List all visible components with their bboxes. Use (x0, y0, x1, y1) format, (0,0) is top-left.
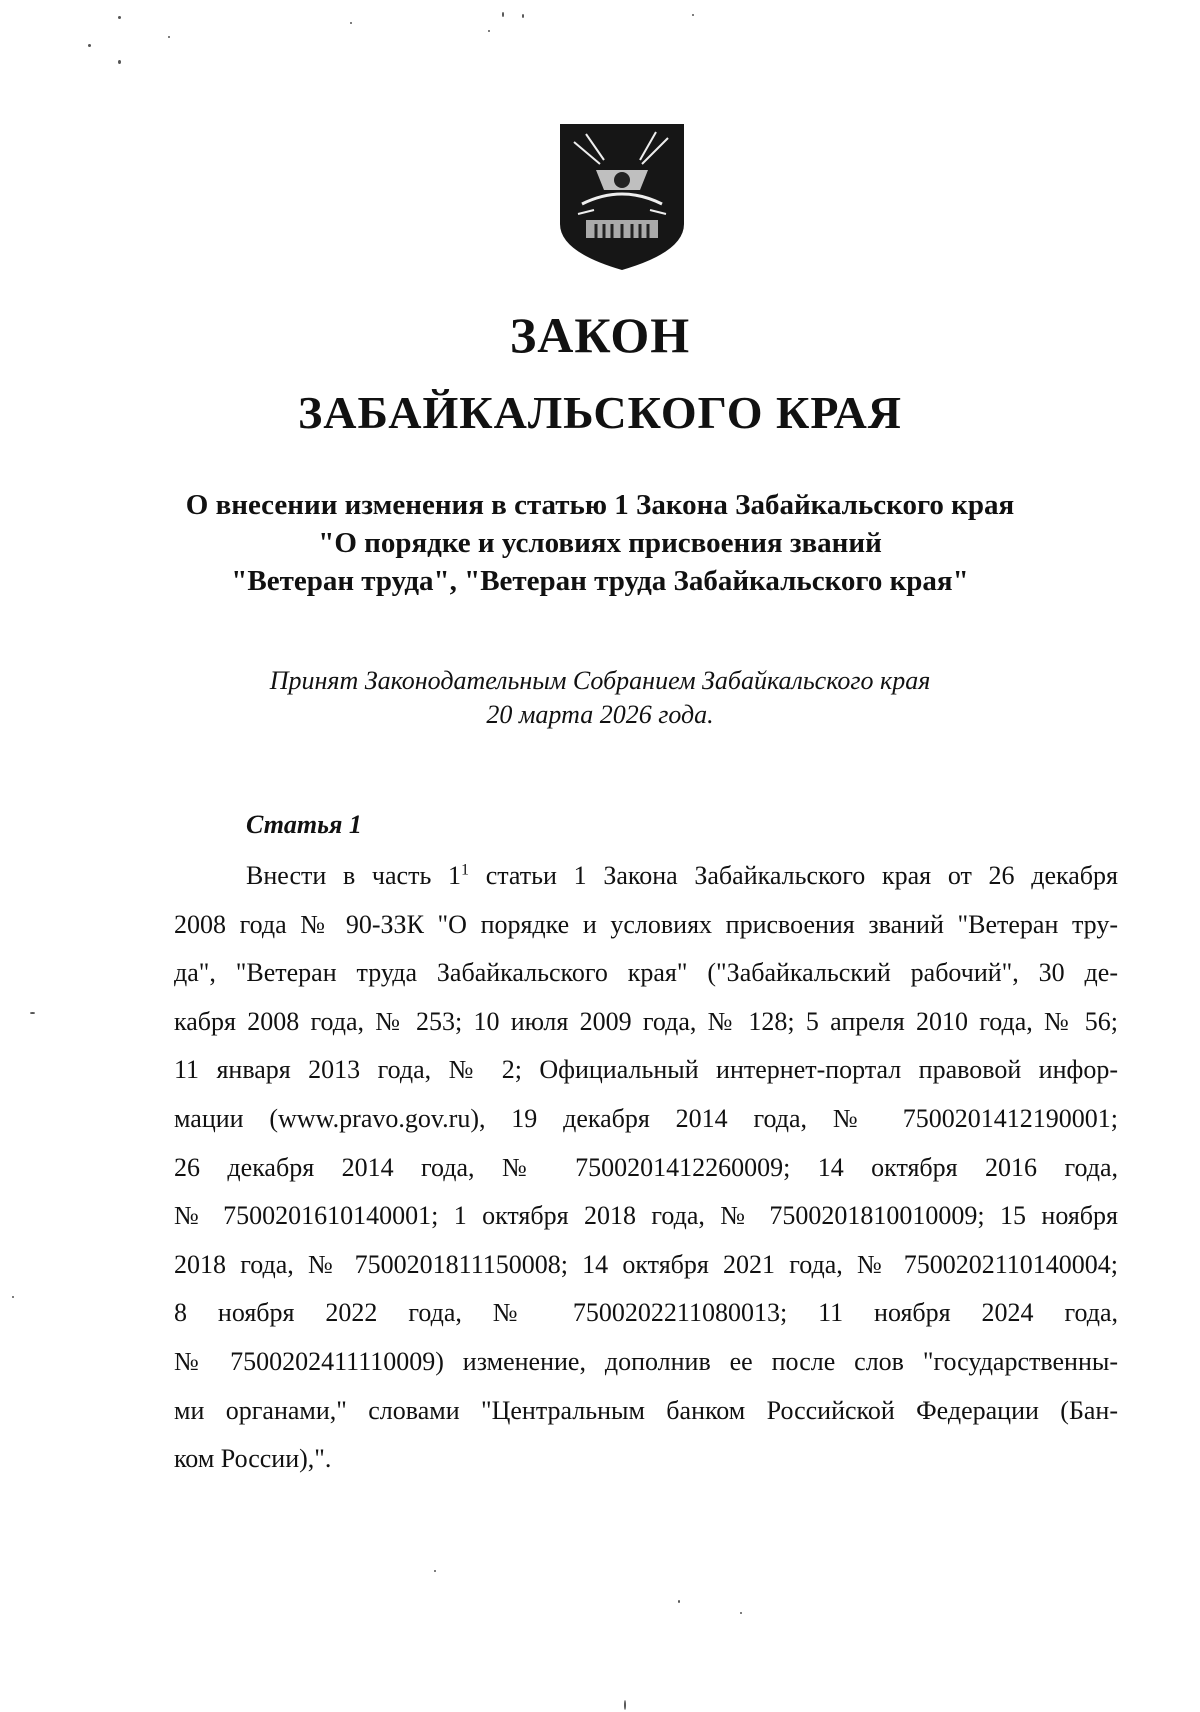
body-line: да", "Ветеран труда Забайкальского края" ("Забайкальский рабочий", 30 де- (174, 958, 1118, 988)
body-line: ми органами," словами "Центральным банком Российской Федерации (Бан- (174, 1395, 1118, 1425)
subject-line: "О порядке и условиях присвоения званий (318, 527, 882, 559)
scan-speck (624, 1700, 626, 1710)
body-line: 2008 года № 90-ЗЗК "О порядке и условиях присвоения званий "Ветеран тру- (174, 909, 1118, 939)
scan-speck (502, 12, 504, 17)
adoption-note (120, 664, 1080, 732)
page-title: ЗАКОН (509, 307, 691, 363)
body-line (174, 852, 1118, 901)
scan-speck (488, 30, 490, 32)
body-line: 2018 года, № 7500201811150008; 14 октября 2021 года, № 7500202110140004; (174, 1249, 1118, 1279)
body-line: мации (www.pravo.gov.ru), 19 декабря 2014 года, № 7500201412190001; (174, 1103, 1118, 1133)
article-body (174, 852, 1118, 1484)
scan-speck (522, 14, 524, 18)
body-line: № 7500201610140001; 1 октября 2018 года, № 7500201810010009; 15 ноября (174, 1201, 1118, 1231)
article-heading: Статья 1 (246, 810, 362, 839)
scan-speck (12, 1296, 14, 1298)
body-line: 11 января 2013 года, № 2; Официальный интернет-портал правовой инфор- (174, 1055, 1118, 1085)
body-text-fragment: статьи 1 Закона Забайкальского края от 26 декабря (469, 861, 1118, 890)
body-line: 8 ноября 2022 года, № 7500202211080013; 11 ноября 2024 года, (174, 1298, 1118, 1328)
body-text-fragment: Внести в часть 1 (246, 861, 462, 890)
scan-speck (740, 1612, 742, 1614)
scan-speck (118, 16, 121, 19)
scan-speck (678, 1600, 680, 1603)
body-line: 26 декабря 2014 года, № 7500201412260009; 14 октября 2016 года, (174, 1152, 1118, 1182)
superscript: 1 (461, 861, 470, 879)
body-line: кабря 2008 года, № 253; 10 июля 2009 года, № 128; 5 апреля 2010 года, № 56; (174, 1006, 1118, 1036)
scan-speck (692, 14, 694, 16)
scan-speck (168, 36, 170, 38)
adoption-line: Принят Законодательным Собранием Забайкальского края (269, 666, 931, 695)
subject-line: О внесении изменения в статью 1 Закона Забайкальского края (185, 489, 1015, 521)
law-subject (120, 486, 1080, 600)
page-subtitle: ЗАБАЙКАЛЬСКОГО КРАЯ (297, 387, 903, 438)
adoption-date: 20 марта 2026 года. (486, 700, 714, 729)
scan-speck (434, 1570, 436, 1572)
scan-speck (118, 60, 121, 64)
scan-speck (350, 22, 352, 24)
body-line: ком России),". (174, 1444, 332, 1474)
coat-of-arms-icon (556, 120, 688, 272)
body-line: № 7500202411110009) изменение, дополнив ее после слов "государственны- (174, 1346, 1118, 1376)
subject-line: "Ветеран труда", "Ветеран труда Забайкальского края" (231, 565, 969, 597)
scan-speck (30, 1012, 35, 1014)
scan-speck (88, 44, 91, 47)
